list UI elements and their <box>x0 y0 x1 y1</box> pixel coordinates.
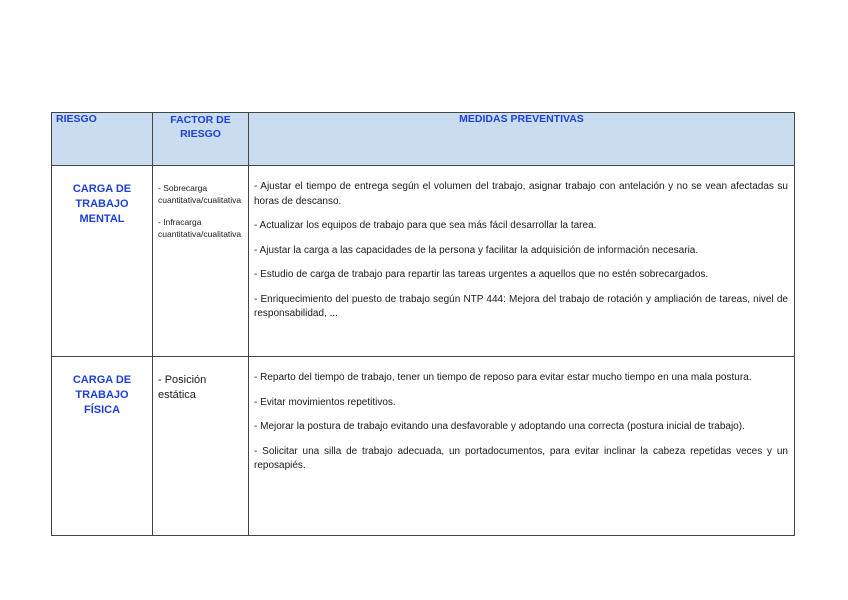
header-risk: RIESGO <box>52 113 153 166</box>
measure-item: - Evitar movimientos repetitivos. <box>254 396 396 408</box>
header-factor: FACTOR DE RIESGO <box>153 113 249 166</box>
measure-item: - Solicitar una silla de trabajo adecuada, un portadocumentos, para evitar inclinar la cabeza repetidas veces y un reposapiés. <box>254 445 788 471</box>
factor-cell <box>153 357 249 536</box>
risk-cell: CARGA DE TRABAJO FÍSICA <box>52 357 153 536</box>
table-row <box>52 357 795 536</box>
factor-cell <box>153 166 249 357</box>
measure-item: - Estudio de carga de trabajo para repartir las tareas urgentes a aquellos que no estén sobrecargados. <box>254 269 709 280</box>
factor-item: - Posición estática <box>158 374 207 402</box>
measure-item: - Mejorar la postura de trabajo evitando una desfavorable y adoptando una correcta (postura inicial de trabajo). <box>254 421 745 432</box>
measure-item: - Enriquecimiento del puesto de trabajo según NTP 444: Mejora del trabajo de rotación y ampliación de tareas, nivel de responsabilidad, ... <box>254 293 788 319</box>
measure-item: - Actualizar los equipos de trabajo para que sea más fácil desarrollar la tarea. <box>254 220 597 231</box>
measure-item: - Ajustar el tiempo de entrega según el volumen del trabajo, asignar trabajo con antelación y no se vean afectadas su horas de descanso. <box>254 181 788 207</box>
factor-item: - Infracarga cuantitativa/cualitativa <box>158 216 242 239</box>
factor-item: - Sobrecarga cuantitativa/cualitativa <box>158 183 242 206</box>
table-header-row <box>52 113 795 166</box>
risk-cell: CARGA DE TRABAJO MENTAL <box>52 166 153 357</box>
measures-cell <box>249 357 795 536</box>
table-row <box>52 166 795 357</box>
header-measures: MEDIDAS PREVENTIVAS <box>249 113 795 166</box>
measure-item: - Reparto del tiempo de trabajo, tener un tiempo de reposo para evitar estar mucho tiempo en una mala postura. <box>254 372 752 383</box>
measures-cell <box>249 166 795 357</box>
measure-item: - Ajustar la carga a las capacidades de la persona y facilitar la adquisición de información necesaria. <box>254 244 699 256</box>
risk-measures-table <box>51 112 795 536</box>
